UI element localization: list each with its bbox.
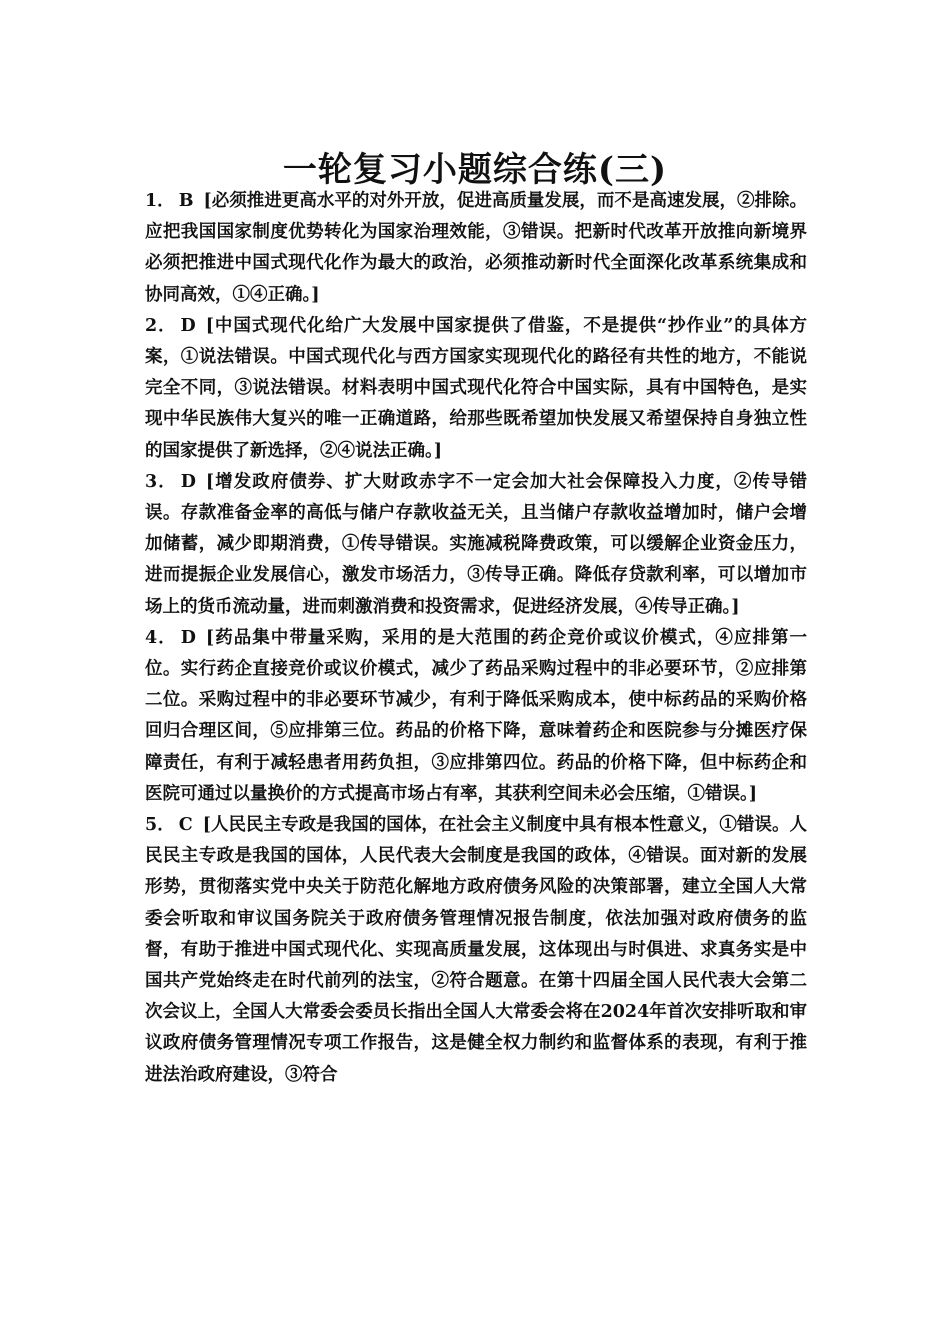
- answer-list: [145, 186, 807, 1091]
- answer-item-2: [145, 311, 807, 467]
- answer-explanation: [药品集中带量采购，采用的是大范围的药企竞价或议价模式，④应排第一位。实行药企直接竞价或议价模式，减少了药品采购过程中的非必要环节，②应排第二位。采购过程中的非必要环节减少，有利于降低采购成本，使中标药品的采购价格回归合理区间，⑤应排第三位。药品的价格下降，意味着药企和医院参与分摊医疗保障责任，有利于减轻患者用药负担，③应排第四位。药品的价格下降，但中标药企和医院可通过以量换价的方式提高市场占有率，其获利空间未必会压缩，①错误。]: [145, 627, 807, 804]
- question-number: 4．: [145, 627, 177, 648]
- answer-explanation: [增发政府债券、扩大财政赤字不一定会加大社会保障投入力度，②传导错误。存款准备金率的高低与储户存款收益无关，且当储户存款收益增加时，储户会增加储蓄，减少即期消费，①传导错误。实施减税降费政策，可以缓解企业资金压力，进而提振企业发展信心，激发市场活力，③传导正确。降低存贷款利率，可以增加市场上的货币流动量，进而刺激消费和投资需求，促进经济发展，④传导正确。]: [145, 471, 807, 617]
- answer-item-5: [145, 810, 807, 1091]
- question-number: 5．: [145, 815, 175, 836]
- question-number: 2．: [145, 315, 177, 336]
- answer-item-1: [145, 186, 807, 311]
- answer-choice: D: [180, 627, 196, 648]
- answer-explanation: [必须推进更高水平的对外开放，促进高质量发展，而不是高速发展，②排除。应把我国国家制度优势转化为国家治理效能，③错误。把新时代改革开放推向新境界必须把推进中国式现代化作为最大的政治，必须推动新时代全面深化改革系统集成和协同高效，①④正确。]: [145, 191, 807, 305]
- answer-choice: D: [180, 315, 196, 336]
- question-number: 1．: [145, 191, 175, 211]
- answer-item-4: [145, 623, 807, 810]
- answer-item-3: [145, 467, 807, 623]
- answer-choice: C: [178, 815, 193, 836]
- answer-choice: B: [178, 191, 194, 211]
- answer-explanation: [人民民主专政是我国的国体，在社会主义制度中具有根本性意义，①错误。人民民主专政是我国的国体，人民代表大会制度是我国的政体，④错误。面对新的发展形势，贯彻落实党中央关于防范化解地方政府债务风险的决策部署，建立全国人大常委会听取和审议国务院关于政府债务管理情况报告制度，依法加强对政府债务的监督，有助于推进中国式现代化、实现高质量发展，这体现出与时俱进、求真务实是中国共产党始终走在时代前列的法宝，②符合题意。在第十四届全国人民代表大会第二次会议上，全国人大常委会委员长指出全国人大常委会将在2024年首次安排听取和审议政府债务管理情况专项工作报告，这是健全权力制约和监督体系的表现，有利于推进法治政府建设，③符合: [145, 815, 807, 1085]
- question-number: 3．: [145, 471, 177, 492]
- answer-choice: D: [180, 471, 196, 492]
- page-title: 一轮复习小题综合练(三): [282, 149, 668, 190]
- answer-explanation: [中国式现代化给广大发展中国家提供了借鉴，不是提供“抄作业”的具体方案，①说法错误。中国式现代化与西方国家实现现代化的路径有共性的地方，不能说完全不同，③说法错误。材料表明中国式现代化符合中国实际，具有中国特色，是实现中华民族伟大复兴的唯一正确道路，给那些既希望加快发展又希望保持自身独立性的国家提供了新选择，②④说法正确。]: [145, 315, 807, 461]
